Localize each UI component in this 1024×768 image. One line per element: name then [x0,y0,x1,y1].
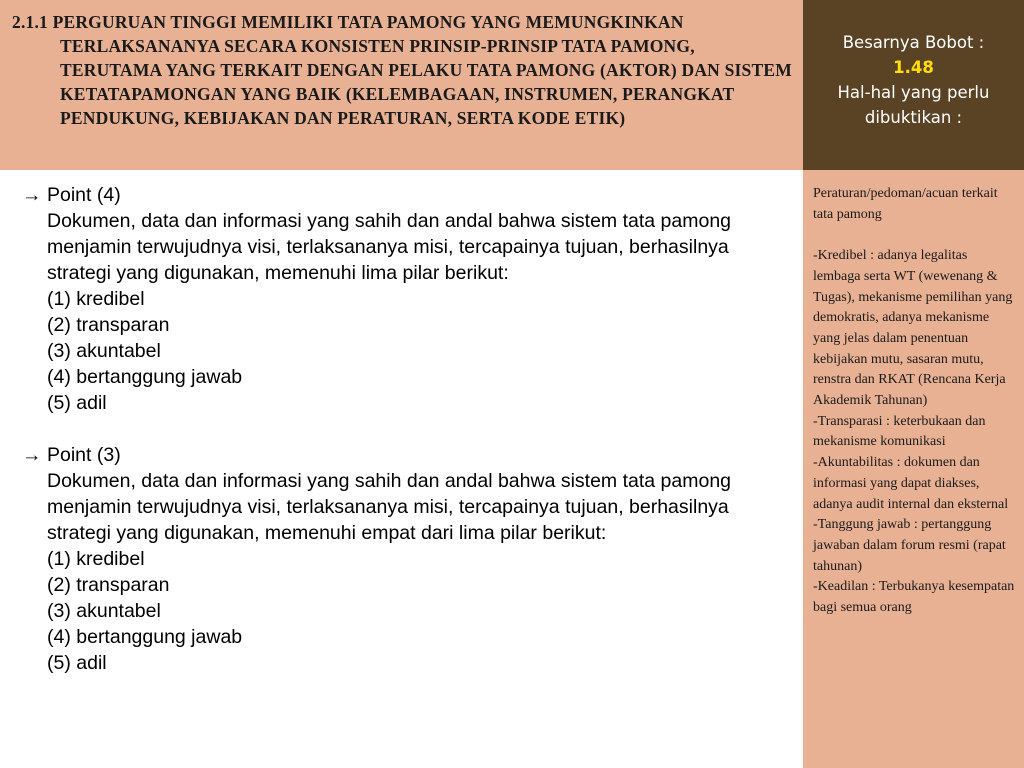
point-3-block [22,442,783,676]
list-item: (5) adil [47,652,107,674]
weight-value: 1.48 [893,58,934,77]
list-item: (2) transparan [47,574,170,596]
list-item: (3) akuntabel [47,340,161,362]
point-description: Dokumen, data dan informasi yang sahih dan andal bahwa sistem tata pamong menjamin terwujudnya visi, terlaksananya misi, tercapainya tujuan, berhasilnya strategi yang digunakan, memenuhi lima pilar berikut: [47,210,732,284]
slide-header [0,0,803,170]
arrow-right-icon: → [22,184,42,206]
evidence-heading-line1: Hal-hal yang perlu [837,83,990,102]
point-description: Dokumen, data dan informasi yang sahih dan andal bahwa sistem tata pamong menjamin terwujudnya visi, terlaksananya misi, tercapainya tujuan, berhasilnya strategi yang digunakan, memenuhi empat dari lima pilar berikut: [47,470,732,544]
list-item: (2) transparan [47,314,170,336]
evidence-intro: Peraturan/pedoman/acuan terkait tata pamong [813,186,998,222]
evidence-transparansi: -Transparasi : keterbukaan dan mekanisme komunikasi [813,413,986,450]
slide-title: 2.1.1 PERGURUAN TINGGI MEMILIKI TATA PAMONG YANG MEMUNGKINKAN TERLAKSANANYA SECARA KONSISTEN PRINSIP-PRINSIP TATA PAMONG, TERUTAMA YANG TERKAIT DENGAN PELAKU TATA PAMONG (AKTOR) DAN SISTEM KETATAPAMONGAN YANG BAIK (KELEMBAGAAN, INSTRUMEN, PERANGKAT PENDUKUNG, KEBIJAKAN DAN PERATURAN, SERTA KODE ETIK) [12,12,792,128]
list-item: (4) bertanggung jawab [47,366,243,388]
main-content [0,170,803,768]
list-item: (1) kredibel [47,548,145,570]
evidence-panel [803,170,1024,768]
evidence-keadilan: -Keadilan : Terbukanya kesempatan bagi semua orang [813,579,1015,616]
point-title: Point (4) [47,184,121,206]
list-item: (4) bertanggung jawab [47,626,243,648]
weight-panel [803,0,1024,170]
point-title: Point (3) [47,444,121,466]
list-item: (3) akuntabel [47,600,161,622]
point-4-block [22,182,783,416]
weight-label: Besarnya Bobot : [842,33,985,52]
list-item: (5) adil [47,392,107,414]
evidence-akuntabilitas: -Akuntabilitas : dokumen dan informasi yang dapat diakses, adanya audit internal dan eksternal [813,455,1009,512]
arrow-right-icon: → [22,444,42,466]
evidence-kredibel: -Kredibel : adanya legalitas lembaga serta WT (wewenang & Tugas), mekanisme pemilihan yang demokratis, adanya mekanisme yang jelas dalam penentuan kebijakan mutu, sasaran mutu, renstra dan RKAT (Rencana Kerja Akademik Tahunan) [813,248,1013,409]
evidence-tanggung-jawab: -Tanggung jawab : pertanggung jawaban dalam forum resmi (rapat tahunan) [813,517,1006,574]
evidence-heading-line2: dibuktikan : [864,108,963,127]
list-item: (1) kredibel [47,288,145,310]
